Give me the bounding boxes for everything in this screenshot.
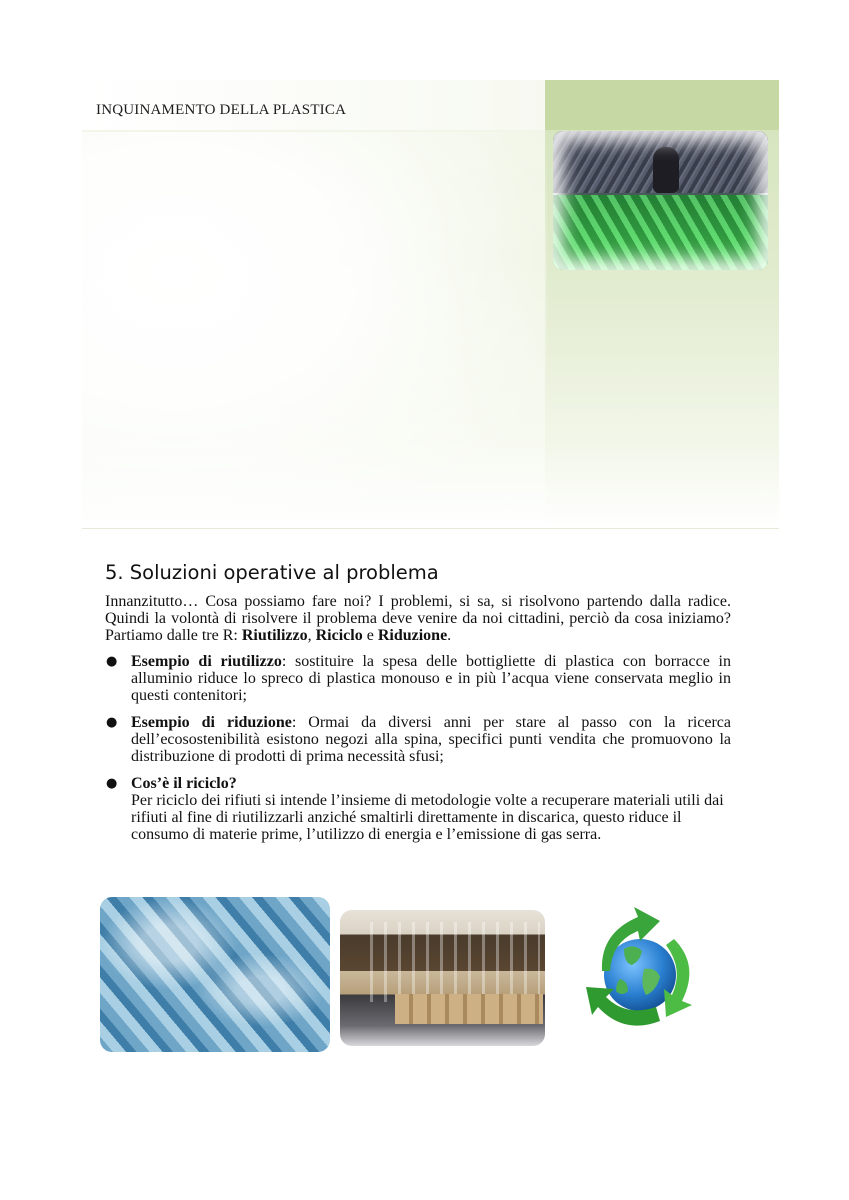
intro-end: .	[447, 627, 452, 644]
intro-separator: e	[362, 627, 378, 644]
header-title: INQUINAMENTO DELLA PLASTICA	[96, 102, 347, 118]
product-bags	[395, 994, 543, 1024]
plastic-bottles-pile-photo	[553, 131, 768, 270]
bullet-dot-icon: ●	[106, 715, 118, 730]
intro-text: Innanzitutto… Cosa possiamo fare noi? I problemi, si sa, si risolvono partendo dalla radice. Quindi la volontà di risolvere il problema deve venire da noi cittadini, perciò da cosa iniziamo? Partiamo dalle tre R:	[105, 593, 731, 644]
intro-paragraph	[105, 593, 731, 644]
bullet-title: Esempio di riduzione	[131, 714, 292, 731]
bullet-item-riutilizzo	[105, 653, 731, 704]
bullet-title: Cos’è il riciclo?	[131, 775, 237, 792]
bulk-store-dispensers-photo	[340, 910, 545, 1046]
bullet-text: : Ormai da diversi anni per stare al passo con la ricerca dell’ecosostenibilità esistono negozi alla spina, specifici punti vendita che promuovono la distribuzione di prodotti di prima necessità sfusi;	[131, 714, 732, 765]
bullet-title: Esempio di riutilizzo	[131, 653, 282, 670]
bullet-text: Per riciclo dei rifiuti si intende l’insieme di metodologie volte a recuperare materiali utili dai rifiuti al fine di riutilizzarli anziché smaltirli direttamente in discarica, questo riduce il consumo di materie prime, l’utilizzo di energia e l’emissione di gas serra.	[131, 792, 724, 843]
bullet-dot-icon: ●	[106, 776, 118, 791]
r-riduzione: Riduzione	[377, 627, 448, 644]
section-heading: 5. Soluzioni operative al problema	[105, 561, 439, 584]
recycle-globe-svg	[562, 899, 717, 1045]
photo-vignette	[553, 131, 768, 270]
header-fade	[82, 132, 547, 528]
r-riutilizzo: Riutilizzo	[241, 627, 308, 644]
dispenser-tubes	[370, 922, 540, 1002]
bullet-item-riciclo	[105, 775, 731, 843]
intro-separator: ,	[307, 627, 316, 644]
bullet-text: : sostituire la spesa delle bottigliette di plastica con borracce in alluminio riduce lo spreco di plastica monouso e in più l’acqua viene conservata meglio in questi contenitori;	[131, 653, 732, 704]
bullet-dot-icon: ●	[106, 654, 118, 669]
water-bottles-photo	[100, 897, 330, 1052]
r-riciclo: Riciclo	[315, 627, 363, 644]
recycle-globe-icon	[562, 899, 717, 1045]
bullet-item-riduzione	[105, 714, 731, 765]
bullet-list	[105, 653, 731, 853]
header-accent-band	[545, 80, 779, 130]
